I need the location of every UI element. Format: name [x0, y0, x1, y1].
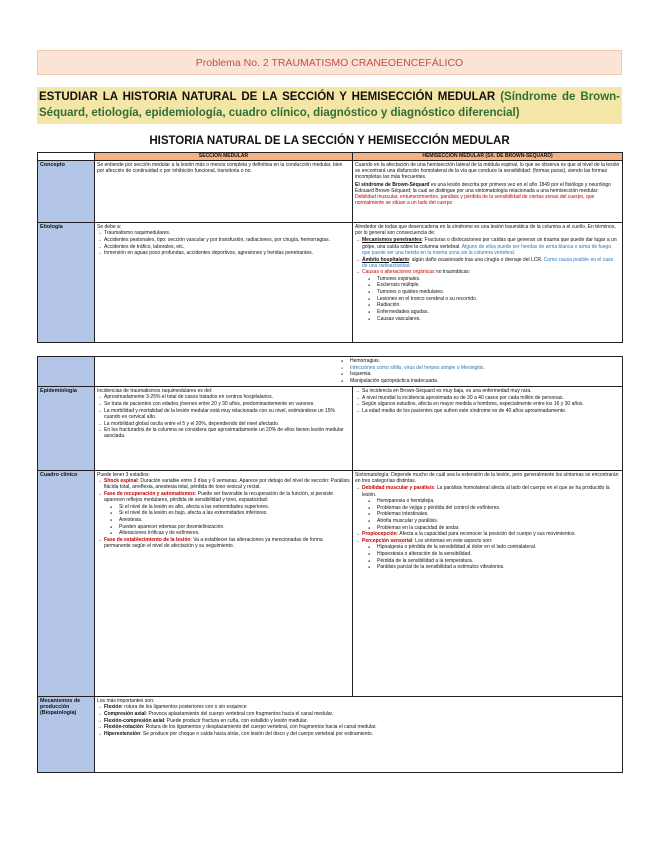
column-header-row: [38, 153, 623, 161]
list-item: ● Infecciones como sífilis, virus del herpes simple o Meningitis.: [341, 365, 620, 371]
text: : algún daño ocasionado tras una cirugía o drenaje del LCR.: [408, 256, 543, 263]
list-item: [355, 531, 620, 537]
concepto-hemi-symptoms: Debilidad muscular, entumecimientos, parálisis y pérdida de la sensibilidad de ciertas zonas del cuerpo, que normalmente se sitúan a un lado del cuerpo: [355, 194, 595, 207]
epidemiologia-seccion: [95, 387, 353, 471]
row-label-epidemiologia: Epidemiología: [38, 387, 95, 471]
list-item: → Inmersión en aguas poco profundas, accidentes deportivos, agresiones y heridas penetrantes.: [97, 250, 350, 256]
term: Flexión-compresión axial: [104, 717, 165, 724]
list-item: → Se trata de pacientes con edades jóvenes entre 20 y 30 años, predominantemente en varones.: [97, 401, 350, 407]
continued-list: [335, 358, 620, 384]
recup-list: [104, 504, 350, 537]
list-item: ● Pueden aparecer edemas por desmielinización.: [110, 524, 350, 530]
list-item: → La morbilidad y mortalidad de la lesión medular está muy relacionada con su nivel, estimándose un 15% cuando es cervical alto.: [97, 408, 350, 420]
term: Percepción sensorial: [362, 538, 413, 545]
concepto-hemiseccion: [353, 161, 623, 223]
list-item: ● Anestesia.: [110, 517, 350, 523]
row-concepto: [38, 161, 623, 223]
brown-sequard-term: El síndrome de Brown-Séquard: [355, 181, 430, 188]
list-item: [97, 718, 620, 724]
study-heading: [37, 87, 622, 124]
list-item: ● Problemas intestinales.: [368, 511, 620, 517]
list-item: ● Hemiparesia o hemiplejia.: [368, 498, 620, 504]
term: Debilidad muscular y parálisis: [362, 485, 434, 492]
etiologia-hemi-intro: Alrededor de todas que desencadena en la síndrome es una lesión traumática de la columna a el cuello. En términos, por lo general son consecuencia de:: [355, 224, 616, 237]
cuadro-hemi-intro: Sintomatología: Depende mucho de cuál sea la extensión de la lesión, pero generalmente los síntomas se encontrarán en tres categorías distintas.: [355, 472, 619, 485]
cuadro-intro: Puede tener 3 estadios:: [97, 472, 150, 478]
list-item: → Según algunos estudios, afecta en mayor medida a hombres, especialmente entre los 16 y 30 años.: [355, 401, 620, 407]
term: Flexión-rotación: [104, 724, 143, 731]
text: : Va a establecer las alteraciones ya mencionadas de forma permanente según el nivel de afectación y su seguimiento.: [104, 537, 323, 550]
list-item: [97, 491, 350, 536]
cuadro-list: [97, 478, 350, 549]
row-label-concepto: Concepto: [38, 161, 95, 223]
list-item: ● Parálisis parcial de la sensibilidad a estímulos vibratorios.: [368, 564, 620, 570]
causas-list: [362, 276, 620, 322]
list-item: ● Problemas de vejiga y pérdida del control de esfínteres.: [368, 505, 620, 511]
epidemiologia-list: [97, 394, 350, 439]
percep-list: [362, 544, 620, 570]
history-table-page-1: [37, 152, 623, 343]
mecanismos-list: [97, 704, 620, 737]
row-label-etiologia: Etiología: [38, 223, 95, 343]
epidemiologia-hemiseccion: [353, 387, 623, 471]
list-item: ● Esclerosis múltiple.: [368, 282, 620, 288]
list-item: → La edad media de los pacientes que sufren este síndrome es de 40 años aproximadamente.: [355, 408, 620, 414]
list-item: [355, 269, 620, 322]
list-item: [97, 704, 620, 710]
mecanismos-content: [95, 697, 623, 773]
term: Causas o alteraciones orgánicas: [362, 269, 435, 276]
list-item: → Su incidencia en Brown-Séquard es muy baja, es una enfermedad muy rara.: [355, 388, 620, 394]
term: Fase de establecimiento de la lesión: [104, 537, 191, 544]
row-epidemiologia: [38, 387, 623, 471]
study-heading-main: ESTUDIAR LA HISTORIA NATURAL DE LA SECCIÓN Y HEMISECCIÓN MEDULAR: [39, 91, 496, 103]
list-item: [97, 731, 620, 737]
list-item: [355, 237, 620, 256]
concepto-hemi-p2: [355, 182, 620, 207]
row-etiologia: [38, 223, 623, 343]
row-mecanismos: [38, 697, 623, 773]
list-item: → La morbilidad global oscila entre el 5 y el 20%, dependiendo del nivel afectado.: [97, 421, 350, 427]
epidemiologia-intro: Incidencias de traumatismos raquimedulares es del:: [97, 388, 213, 394]
list-item: ● Hemorragias.: [341, 358, 620, 364]
text: : Rotura de los ligamentos y desplazamiento del cuerpo vertebral, con fragmentos hacia el canal medular.: [142, 724, 377, 731]
list-item: ● Lesiones en el tronco cerebral o su recorrido.: [368, 296, 620, 302]
list-item: [355, 538, 620, 571]
term: Fase de recuperación y automatismos: [104, 491, 195, 498]
history-table-page-2: [37, 356, 623, 773]
list-item: → A nivel mundial la incidencia aproximada es de 30 a 40 casos por cada millón de personas.: [355, 395, 620, 401]
row-cuadro-clinico: [38, 471, 623, 697]
etiologia-hemi-list: [355, 237, 620, 322]
text: : La parálisis homolateral afecta al lado del cuerpo en el que se ha producido la lesión.: [362, 485, 610, 498]
list-item: [355, 257, 620, 269]
note: Alguno de ellos puede ser heridas de arma blanca o arma de fuego, que puede ser una herida en la misma zona sin la columna vertebral.: [362, 243, 613, 256]
cuadro-hemi-list: [355, 485, 620, 570]
text: : Duración variable entre 3 días y 6 semanas. Aparece por debajo del nivel de sección: Parálisis flácida total, arreflexia, anestesia total, pérdida de tono vesical y rectal.: [104, 478, 350, 491]
list-item: ● Problemas en la capacidad de andar.: [368, 525, 620, 531]
etiologia-intro: Se debe a:: [97, 224, 122, 230]
etiologia-seccion: [95, 223, 353, 343]
col-hemiseccion: HEMISECCIÓN MEDULAR (SX. DE BROWN-SÉQUARD): [353, 153, 623, 161]
problem-banner: [37, 50, 622, 75]
row-label-cuadro: Cuadro clínico: [38, 471, 95, 697]
etiologia-continued: [95, 357, 623, 387]
list-item: → Aproximadamente 3-25% el total de casos tratados en centros hospitalarios.: [97, 394, 350, 400]
list-item: ● Tumores o quistes medulares.: [368, 289, 620, 295]
term: Mecanismos penetrantes: [362, 237, 422, 244]
debilidad-list: [362, 498, 620, 531]
list-item: → Traumatismo raquimedulares.: [97, 230, 350, 236]
list-item: ● Hipoalgesia o pérdida de la sensibilidad al dolor en el lado contralateral.: [368, 544, 620, 550]
concepto-seccion: Se entiende por sección medular a la lesión más o menos completa y definitiva en la conducción medular, bien por afección de continuidad o por inhibición funcional, transitoria o no.: [95, 161, 353, 223]
list-item: [97, 711, 620, 717]
term: Flexión: [104, 704, 122, 711]
text: no traumáticas:: [434, 269, 471, 276]
term: Shock espinal: [104, 478, 138, 485]
etiologia-hemiseccion: [353, 223, 623, 343]
list-item: ● Pérdida de la sensibilidad a la temperatura.: [368, 558, 620, 564]
list-item: [97, 478, 350, 490]
term: Propiocepción: [362, 531, 397, 538]
row-continued: [38, 357, 623, 387]
note: Como causa posible en el caso de una radioactividad.: [362, 256, 614, 269]
list-item: ● Atrofia muscular y parálisis.: [368, 518, 620, 524]
list-item: → En los fracturados de la columna se considera que aproximadamente un 20% de ellos tienen lesión medular asociada.: [97, 427, 350, 439]
list-item: ● Tumores espinales.: [368, 276, 620, 282]
text: : Los síntomas en este aspecto son:: [412, 538, 493, 545]
list-item: ● Isquemia.: [341, 371, 620, 377]
list-item: ● Causas vasculares.: [368, 316, 620, 322]
term: Compresión axial: [104, 710, 146, 717]
list-item: ● Radiación.: [368, 302, 620, 308]
list-item: ● Si el nivel de la lesión es alto, afecta a las extremidades superiores.: [110, 504, 350, 510]
list-item: ● Manipulación quiropráctica inadecuada.: [341, 378, 620, 384]
term: Hiperextensión: [104, 731, 141, 738]
concepto-hemi-p1: Cuando en la afectación de una hemisección lateral de la médula espinal, lo que se observa es que al nivel de la lesión se encontrará una disfunción homolateral de la vía que conduce la sensibilidad: (formas puras), siendo las formas incompletas las más frecuentes.: [355, 162, 620, 181]
etiologia-list: [97, 230, 350, 256]
list-item: ● Hipoestesia o alteración de la sensibilidad.: [368, 551, 620, 557]
col-seccion: SECCIÓN MEDULAR: [95, 153, 353, 161]
text: : rotura de los ligamentos posteriores con o sin esquince: [121, 704, 247, 711]
text: : Puede ser favorable la recuperación de la función, si persiste aparecen reflejos medulares, pérdida de sensibilidad y tono, espasticidad:: [104, 491, 334, 504]
row-label-empty: [38, 357, 95, 387]
list-item: ● Alteraciones tróficas y de esfínteres.: [110, 530, 350, 536]
term: Ámbito hospitalario: [362, 256, 409, 263]
list-item: → Accidentes de tráfico, laborales, etc.: [97, 244, 350, 250]
mecanismos-intro: Los más importantes son:: [97, 698, 155, 704]
cuadro-seccion: [95, 471, 353, 697]
cuadro-hemiseccion: [353, 471, 623, 697]
text: : Se produce por choque o caída hacia atrás, con lesión del disco y del cuerpo vertebral por estiramiento.: [140, 731, 374, 738]
list-item: [97, 724, 620, 730]
list-item: [97, 537, 350, 549]
study-heading-topics: (Síndrome de Brown-Séquard, etiología, epidemiología, cuadro clínico, diagnóstico y diagnóstico diferencial): [39, 91, 620, 119]
text: : Fracturas o dislocaciones por caídas que generan un trauma que puede dar lugar a un golpe, una caída sobre la columna vertebral.: [362, 237, 617, 250]
concepto-hemi-text: es una lesión descrita por primera vez en el año 1849 por el fisiólogo y neurólogo Édouard Brown-Séquard; la cual se distingue por una sintomatología relacionada a una hemisección medular:: [355, 181, 611, 194]
list-item: [355, 485, 620, 530]
list-item: → Accidentes peatonales, tipo: sección vascular y por transfusión, radiaciones, por cirugía, hemorragias.: [97, 237, 350, 243]
table-title: HISTORIA NATURAL DE LA SECCIÓN Y HEMISECCIÓN MEDULAR: [149, 135, 510, 147]
problem-title: Problema No. 2 TRAUMATISMO CRANEOENCEFÁLICO: [195, 57, 464, 69]
list-item: ● Enfermedades agudas.: [368, 309, 620, 315]
epidemiologia-hemi-list: [355, 388, 620, 414]
text: : Puede producir fractura en cuña, con estallido y lesión medular.: [164, 717, 308, 724]
text: : Afecta a la capacidad para reconocer la posición del cuerpo y sus movimientos.: [396, 531, 576, 538]
row-label-mecanismos: Mecanismos de producción (Biopatología): [38, 697, 95, 773]
text: : Provoca aplastamiento del cuerpo vertebral con fragmentos hacia el canal medular.: [145, 710, 334, 717]
list-item: ● Si el nivel de la lesión es bajo, afecta a las extremidades inferiores.: [110, 510, 350, 516]
